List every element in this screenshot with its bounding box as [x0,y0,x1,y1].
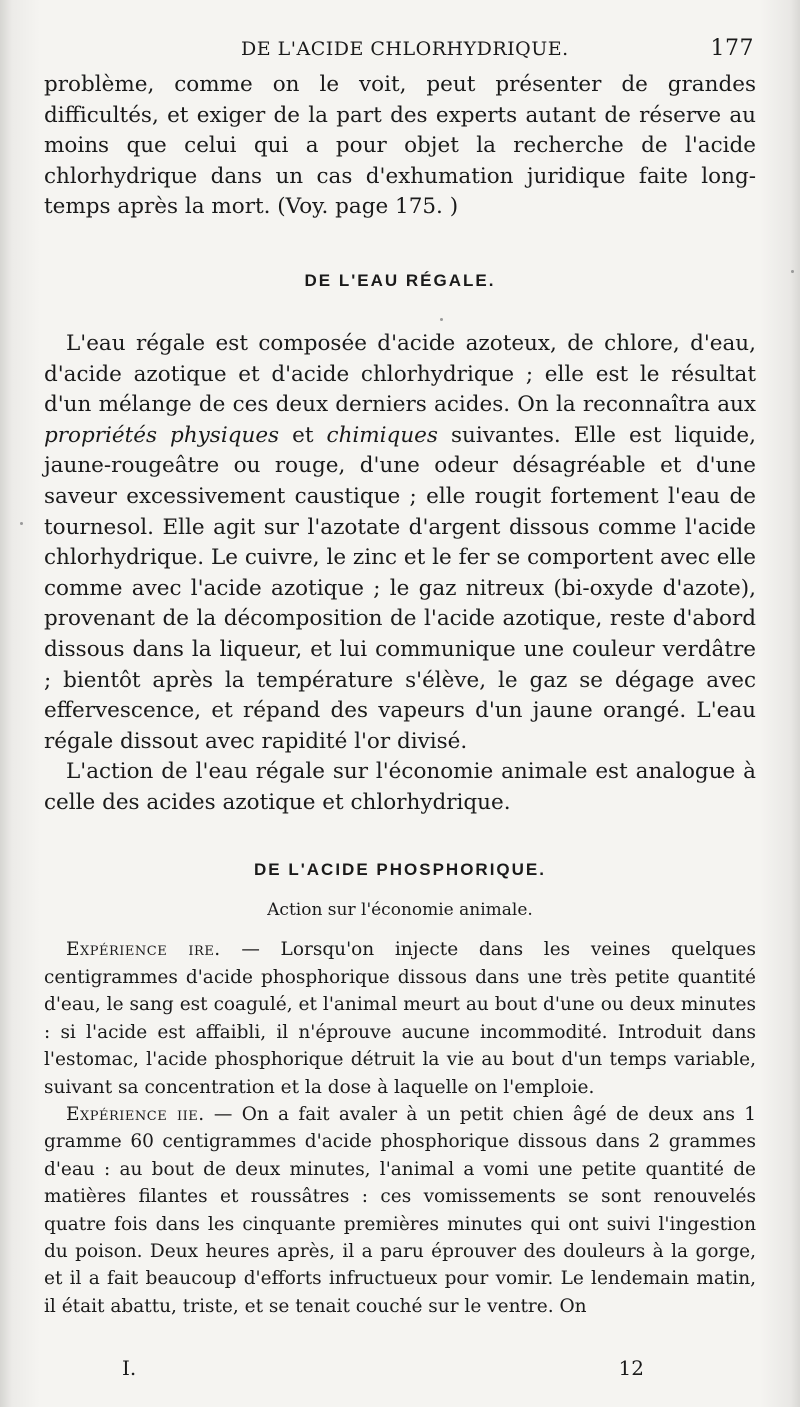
experience-2-label: Expérience iie. [66,1103,205,1125]
sheet-number: 12 [618,1356,644,1380]
eau-regale-paragraph-2: L'action de l'eau régale sur l'économie animale est analogue à celle des acides azotique et chlorhydrique. [44,759,756,815]
italic-run: chimiques [326,422,438,448]
eau-regale-paragraph-1 [44,329,756,757]
text-run: L'eau régale est composée d'acide azoteux, de chlore, d'eau, d'acide azotique et d'acide chlorhydrique ; elle est le résultat d'un mélange de ces deux derniers acides. On la reconnaîtra aux [44,330,756,418]
ink-speck [791,270,794,273]
section-heading-eau-regale: DE L'EAU RÉGALE. [304,270,496,290]
running-title: DE L'ACIDE CHLORHYDRIQUE. [241,38,569,60]
experience-2-text: — On a fait avaler à un petit chien âgé de deux ans 1 gramme 60 centigrammes d'acide phosphorique dissous dans 2 grammes d'eau : au bout de deux minutes, l'animal a vomi une petite quantité de matières filantes et roussâtres : ces vomissements se sont renouvelés quatre fois dans les cinquante premières minutes qui ont suivi l'ingestion du poison. Deux heures après, il a paru éprouver des douleurs à la gorge, et il a fait beaucoup d'efforts infructueux pour vomir. Le lendemain matin, il était abattu, triste, et se tenait couché sur le ventre. On [44,1103,756,1317]
italic-run: propriétés physiques [44,422,280,448]
page-number: 177 [710,36,754,61]
experience-1-label: Expérience ire. [66,939,221,961]
ink-speck [440,318,443,321]
experience-1-paragraph [44,936,756,1100]
text-run: et [279,422,327,448]
section-heading-acide-phosphorique: DE L'ACIDE PHOSPHORIQUE. [254,860,546,880]
text-run: suivantes. Elle est liquide, jaune-rougeâtre ou rouge, d'une odeur désagréable et d'une saveur excessivement caustique ; elle rougit fortement l'eau de tournesol. Elle agit sur l'azotate d'argent dissous comme l'acide chlorhydrique. Le cuivre, le zinc et le fer se comportent avec elle comme avec l'acide azotique ; le gaz nitreux (bi-oxyde d'azote), provenant de la décomposition de l'acide azotique, reste d'abord dissous dans la liqueur, et lui communique une couleur verdâtre ; bientôt après la température s'élève, le gaz se dégage avec effervescence, et répand des vapeurs d'un jaune orangé. L'eau régale dissout avec rapidité l'or divisé. [44,422,756,754]
page-body [44,70,756,1320]
signature-mark: I. [122,1356,137,1380]
ink-speck [20,522,23,525]
intro-paragraph: problème, comme on le voit, peut présenter de grandes difficultés, et exiger de la part des experts autant de réserve au moins que celui qui a pour objet la recherche de l'acide chlorhydrique dans un cas d'exhumation juridique faite long-temps après la mort. (Voy. page 175. ) [44,72,756,220]
subheading-action: Action sur l'économie animale. [267,900,533,921]
experience-1-text: — Lorsqu'on injecte dans les veines quelques centigrammes d'acide phosphorique dissous dans une très petite quantité d'eau, le sang est coagulé, et l'animal meurt au bout d'une ou deux minutes : si l'acide est affaibli, il n'éprouve aucune incommodité. Introduit dans l'estomac, l'acide phosphorique détruit la vie au bout d'un temps variable, suivant sa concentration et la dose à laquelle on l'emploie. [44,939,756,1098]
experience-2-paragraph [44,1101,756,1320]
